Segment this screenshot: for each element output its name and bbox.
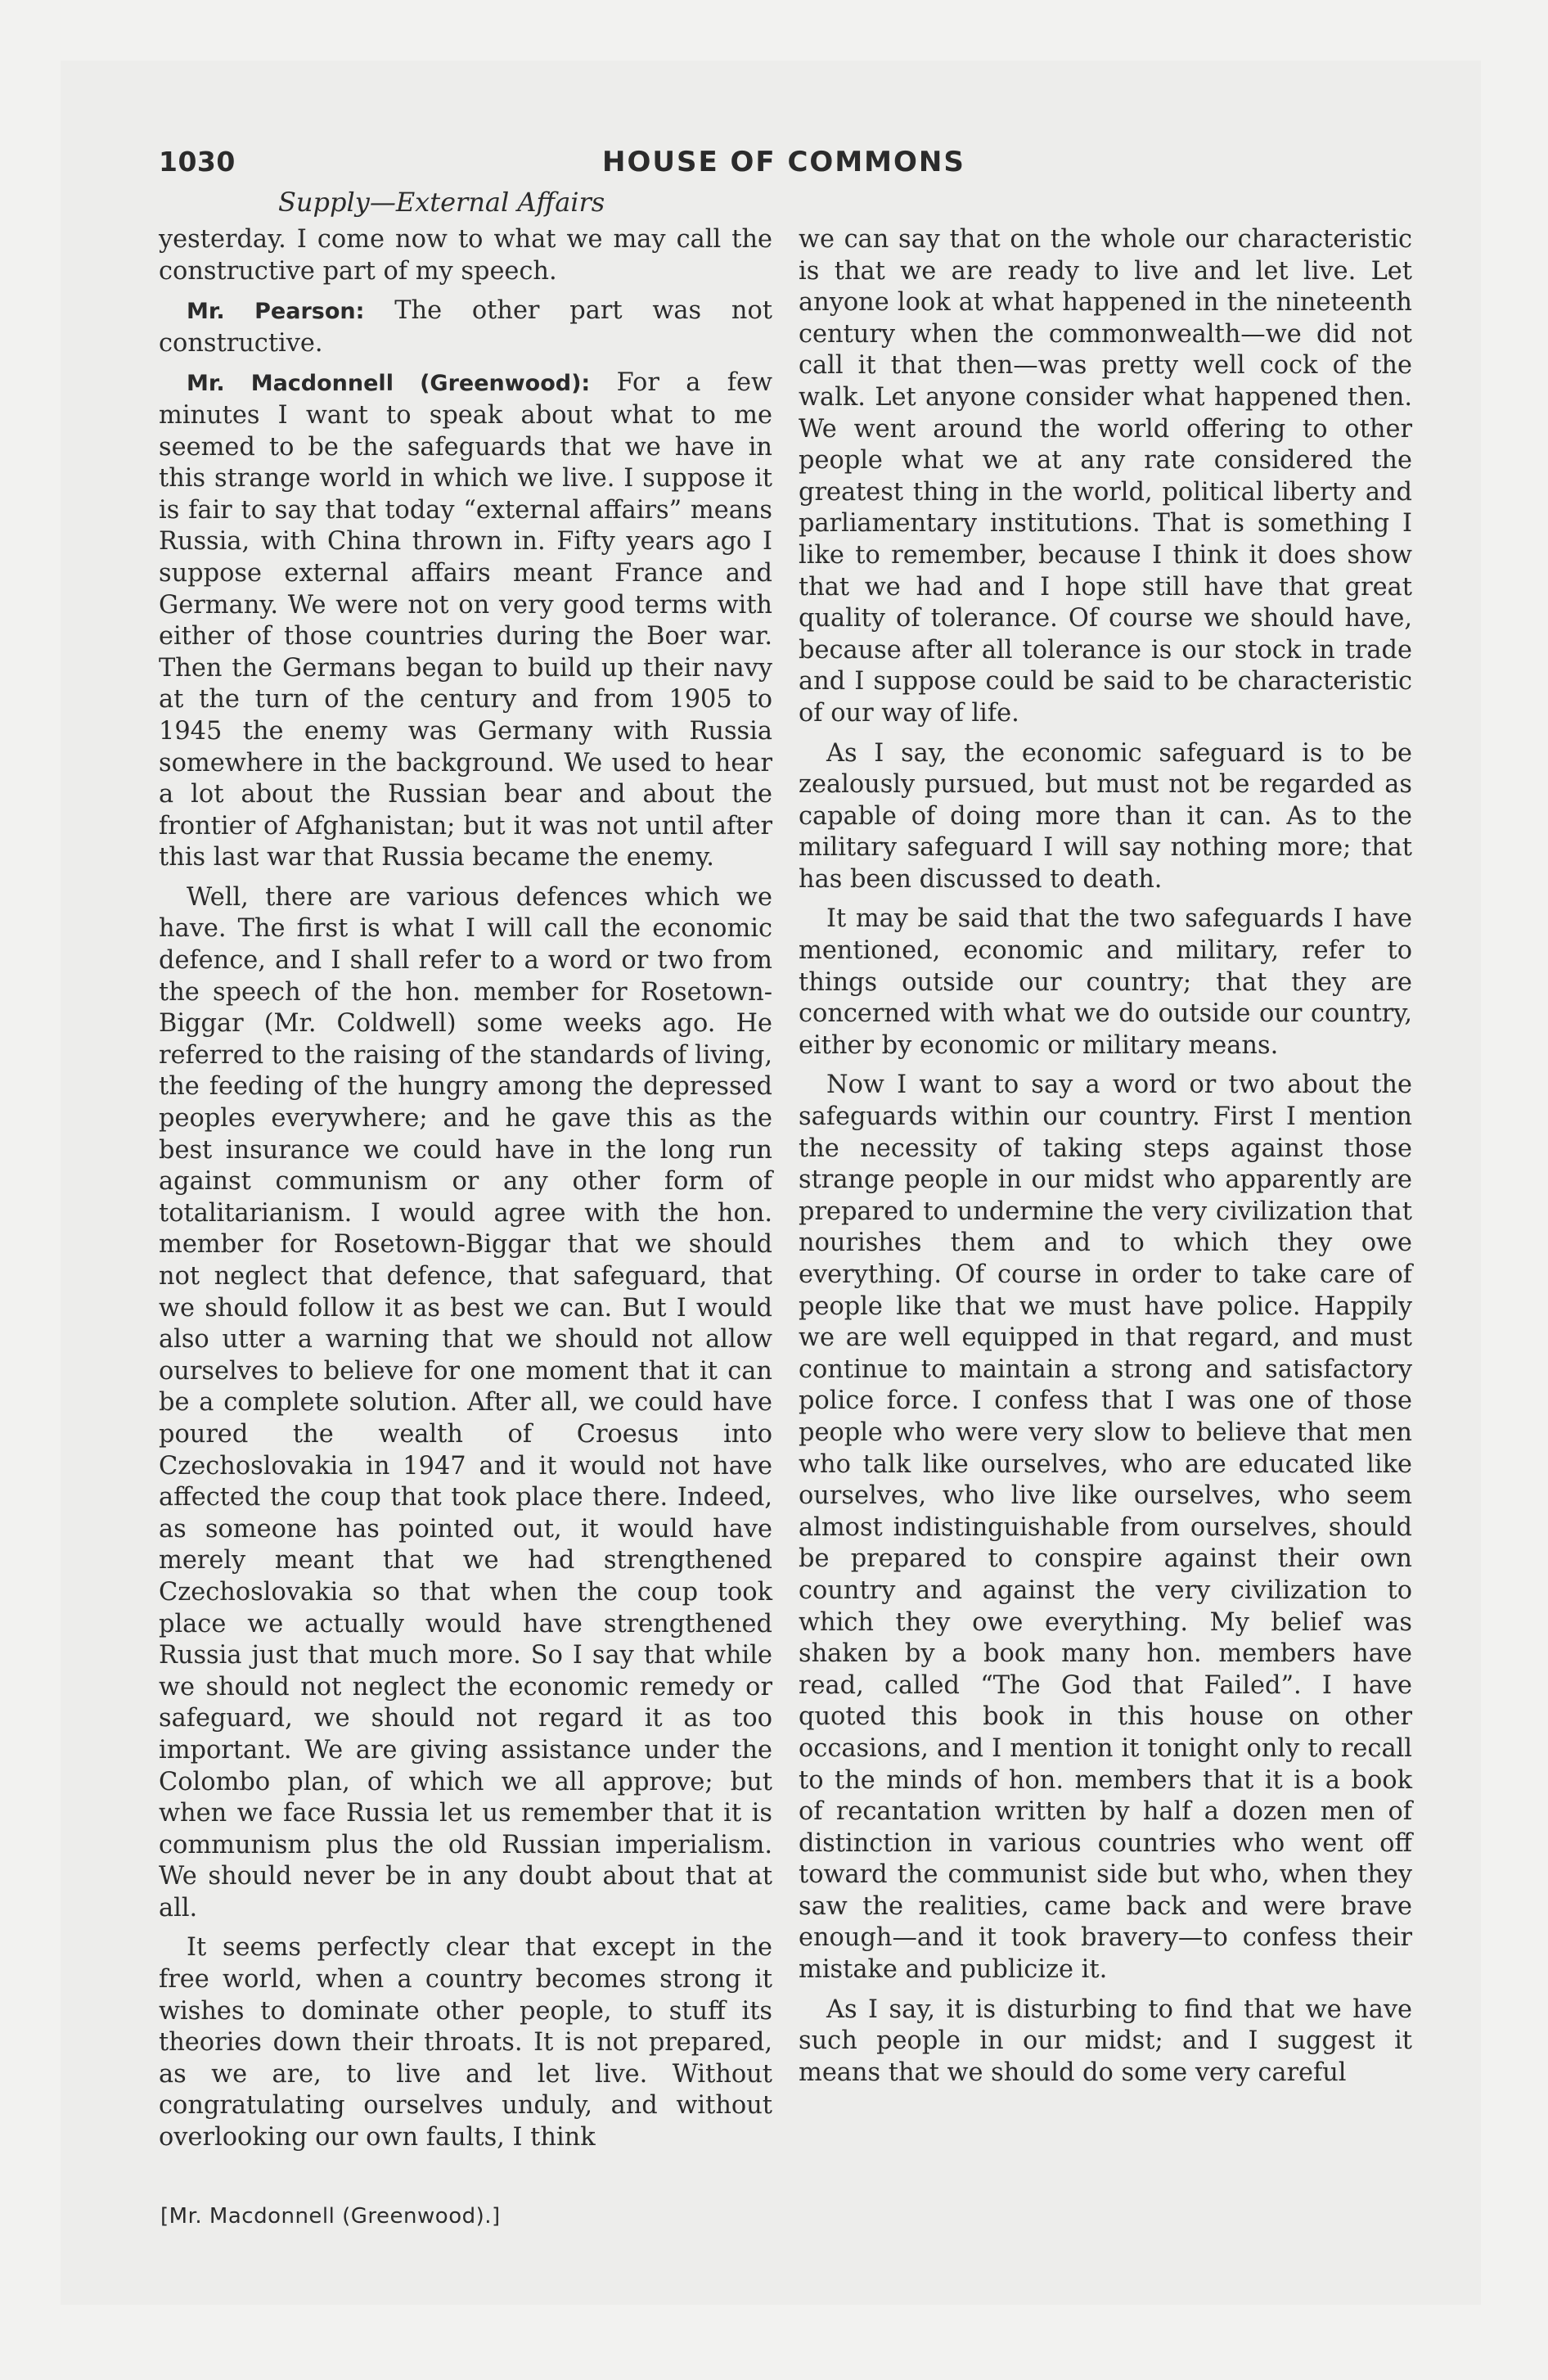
paragraph — [159, 367, 772, 874]
paragraph: It seems perfectly clear that except in the free world, when a country becomes strong it wishes to dominate other people, to stuff its theories down their throats. It is not prepared, as we are, to live and let live. Without congratulating ourselves unduly, and without overlooking our own faults, I think — [159, 1933, 772, 2152]
paragraph: It may be said that the two safeguards I have mentioned, economic and military, refer to things outside our country; that they are concerned with what we do outside our country, either by economic or military means. — [799, 904, 1412, 1060]
left-column — [159, 224, 772, 2162]
running-head: HOUSE OF COMMONS — [602, 146, 965, 178]
paragraph — [159, 295, 772, 359]
section-heading: Supply—External Affairs — [278, 187, 605, 218]
paragraph: As I say, it is disturbing to find that we have such people in our midst; and I suggest it means that we should do some very careful — [799, 1995, 1412, 2087]
speaker-name: Mr. Macdonnell (Greenwood): — [187, 371, 591, 397]
paragraph: As I say, the economic safeguard is to be zealously pursued, but must not be regarded as capable of doing more than it can. As to the military safeguard I will say nothing more; that has been discussed to death. — [799, 738, 1412, 894]
right-column — [799, 224, 1412, 2097]
speaker-attribution: [Mr. Macdonnell (Greenwood).] — [160, 2204, 501, 2229]
page-number: 1030 — [159, 146, 236, 178]
paragraph: Well, there are various defences which we have. The first is what I will call the economic defence, and I shall refer to a word or two from the speech of the hon. member for Rosetown-Biggar (Mr. Coldwell) some weeks ago. He referred to the raising of the standards of living, the feeding of the hungry among the depressed peoples everywhere; and he gave this as the best insurance we could have in the long run against communism or any other form of totalitarianism. I would agree with the hon. member for Rosetown-Biggar that we should not neglect that defence, that safeguard, that we should follow it as best we can. But I would also utter a warning that we should not allow ourselves to believe for one moment that it can be a complete solution. After all, we could have poured the wealth of Croesus into Czechoslovakia in 1947 and it would not have affected the coup that took place there. Indeed, as someone has pointed out, it would have merely meant that we had strengthened Czechoslovakia so that when the coup took place we actually would have strengthened Russia just that much more. So I say that while we should not neglect the economic remedy or safeguard, we should not regard it as too important. We are giving assistance under the Colombo plan, of which we all approve; but when we face Russia let us remember that it is communism plus the old Russian imperialism. We should never be in any doubt about that at all. — [159, 882, 772, 1922]
paragraph: yesterday. I come now to what we may call the constructive part of my speech. — [159, 225, 772, 286]
speaker-name: Mr. Pearson: — [187, 299, 365, 325]
paragraph: Now I want to say a word or two about the safeguards within our country. First I mention the necessity of taking steps against those strange people in our midst who apparently are prepared to undermine the very civilization that nourishes them and to which they owe everything. Of course in order to take care of people like that we must have police. Happily we are well equipped in that regard, and must continue to maintain a strong and satisfactory police force. I confess that I was one of those people who were very slow to believe that men who talk like ourselves, who are educated like ourselves, who live like ourselves, who seem almost indistinguishable from ourselves, should be prepared to conspire against their own country and against the very civilization to which they owe everything. My belief was shaken by a book many hon. members have read, called “The God that Failed”. I have quoted this book in this house on other occasions, and I mention it tonight only to recall to the minds of hon. members that it is a book of recantation written by half a dozen men of distinction in various countries who went off toward the communist side but who, when they saw the realities, came back and were brave enough—and it took bravery—to confess their mistake and publicize it. — [799, 1071, 1412, 1985]
paragraph: we can say that on the whole our characteristic is that we are ready to live and let live. Let anyone look at what happened in the nineteenth century when the commonwealth—we did not call it that then—was pretty well cock of the walk. Let anyone consider what happened then. We went around the world offering to other people what we at any rate considered the greatest thing in the world, political liberty and parliamentary institutions. That is something I like to remember, because I think it does show that we had and I hope still have that great quality of tolerance. Of course we should have, because after all tolerance is our stock in trade and I suppose could be said to be characteristic of our way of life. — [799, 225, 1412, 728]
speech-text: For a few minutes I want to speak about what to me seemed to be the safeguards that we have in this strange world in which we live. I suppose it is fair to say that today “external affairs” means Russia, with China thrown in. Fifty years ago I suppose external affairs meant France and Germany. We were not on very good terms with either of those countries during the Boer war. Then the Germans began to build up their navy at the turn of the century and from 1905 to 1945 the enemy was Germany with Russia somewhere in the background. We used to hear a lot about the Russian bear and about the frontier of Afghanistan; but it was not until after this last war that Russia became the enemy. — [159, 368, 772, 872]
speech-text: The other part was not constructive. — [159, 296, 772, 358]
